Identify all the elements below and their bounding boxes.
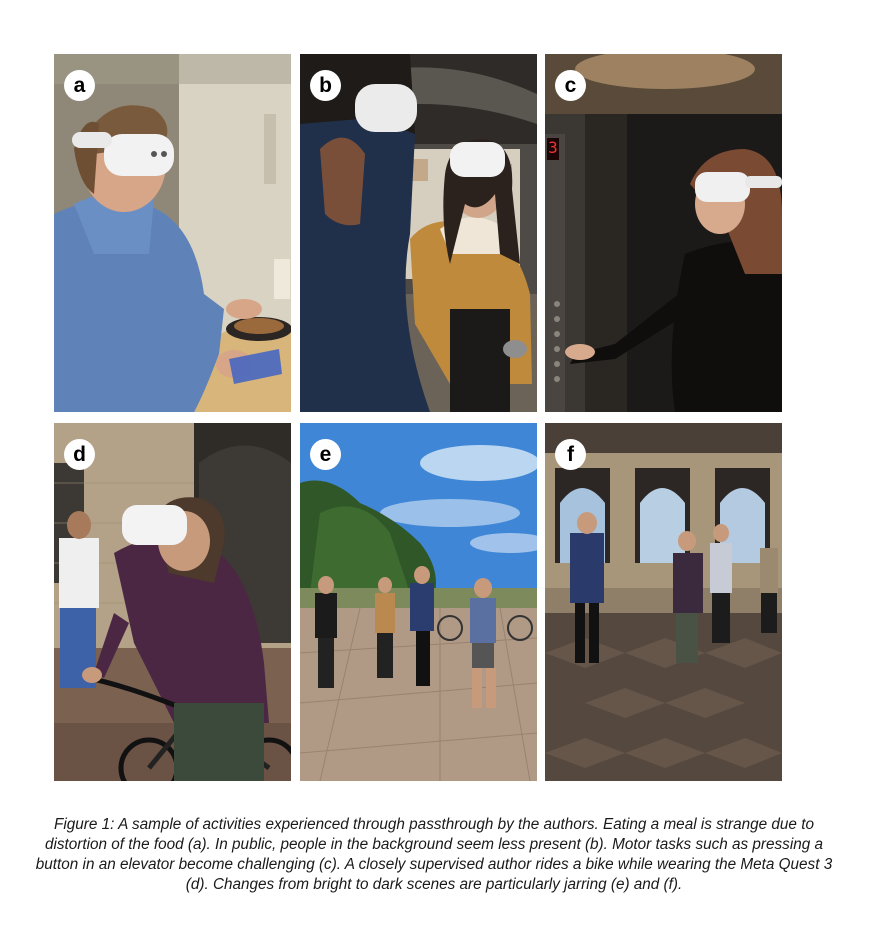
figure-caption: Figure 1: A sample of activities experienced through passthrough by the authors. Eating a meal is strange due to distortion of the food (a). In public, people in the background seem less present (b). Motor tasks such as pressing a button in an elevator become challenging (c). A closely supervised author rides a bike while wearing the Meta Quest 3 (d). Changes from bright to dark scenes are particularly jarring (e) and (f). bbox=[35, 816, 833, 893]
photo-eating-meal bbox=[54, 54, 291, 412]
panel-label-d: d bbox=[64, 439, 95, 470]
photo-bright-plaza bbox=[300, 423, 537, 781]
figure-panel-f bbox=[545, 423, 782, 781]
elevator-floor-display: 3 bbox=[548, 138, 558, 157]
photo-public-space bbox=[300, 54, 537, 412]
panel-label-f: f bbox=[555, 439, 586, 470]
figure-panel-d bbox=[54, 423, 291, 781]
photo-dark-arcade bbox=[545, 423, 782, 781]
photo-elevator bbox=[545, 54, 782, 412]
panel-label-c: c bbox=[555, 70, 586, 101]
photo-bike-ride bbox=[54, 423, 291, 781]
panel-label-b: b bbox=[310, 70, 341, 101]
figure-panel-a bbox=[54, 54, 291, 412]
panel-label-a: a bbox=[64, 70, 95, 101]
panel-label-e: e bbox=[310, 439, 341, 470]
figure-panel-b bbox=[300, 54, 537, 412]
figure-panel-e bbox=[300, 423, 537, 781]
figure-panel-c bbox=[545, 54, 782, 412]
